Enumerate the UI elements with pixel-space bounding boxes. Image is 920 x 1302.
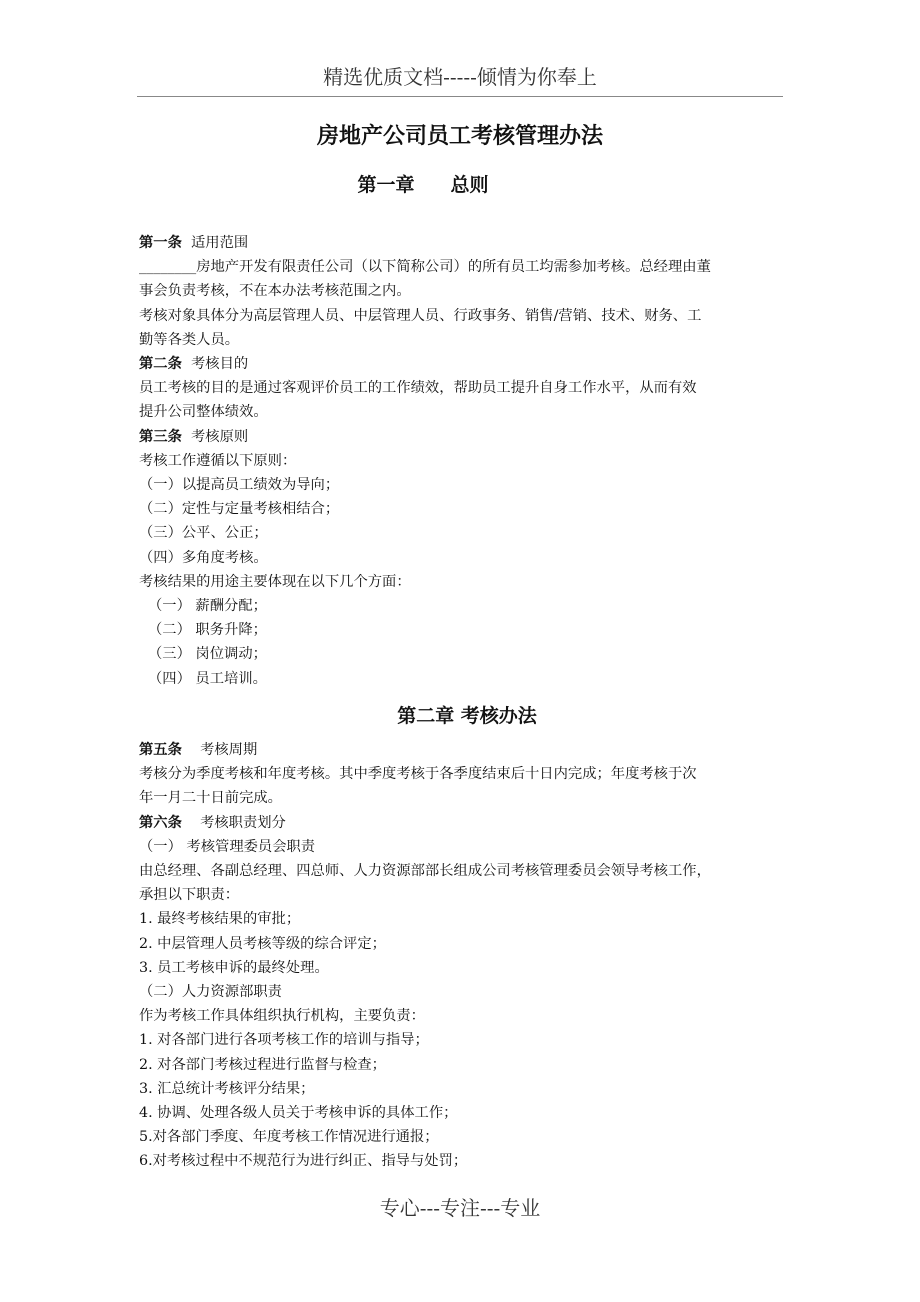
article-title: 适用范围	[190, 235, 249, 251]
section-heading: （一） 考核管理委员会职责	[139, 838, 316, 855]
article-title: 考核目的	[190, 356, 249, 373]
article-label: 第一条	[139, 235, 182, 251]
list-item: （三） 岗位调动；	[148, 646, 267, 663]
paragraph-line: 考核对象具体分为高层管理人员、中层管理人员、行政事务、销售/营销、技术、财务、工	[139, 307, 702, 324]
paragraph-line: 由总经理、各副总经理、四总师、人力资源部部长组成公司考核管理委员会领导考核工作，	[139, 863, 711, 880]
chapter-1-heading	[0, 169, 846, 201]
chapter-1-body	[139, 231, 789, 691]
list-item: （四） 员工培训。	[148, 670, 267, 687]
paragraph-line: 承担以下职责：	[139, 887, 240, 904]
list-item: 3. 员工考核申诉的最终处理。	[139, 959, 329, 976]
list-item: 6.对考核过程中不规范行为进行纠正、指导与处罚；	[139, 1153, 468, 1170]
paragraph-line: 年一月二十日前完成。	[139, 790, 282, 807]
list-item: （二） 职务升降；	[148, 622, 267, 639]
article-heading	[139, 352, 789, 376]
article-label: 第六条	[139, 814, 182, 831]
list-item: 2. 对各部门考核过程进行监督与检查；	[139, 1056, 386, 1073]
article-label: 第五条	[139, 742, 182, 758]
list-item: （三）公平、公正；	[139, 525, 268, 542]
header-divider	[137, 96, 783, 97]
article-title: 考核职责划分	[200, 814, 286, 831]
page-footer: 专心---专注---专业	[379, 1196, 541, 1220]
article-heading	[139, 425, 789, 449]
article-title: 考核周期	[200, 742, 258, 758]
article-label: 第三条	[139, 428, 182, 445]
list-item: 5.对各部门季度、年度考核工作情况进行通报；	[139, 1129, 439, 1146]
list-item: 1. 对各部门进行各项考核工作的培训与指导；	[139, 1032, 429, 1049]
chapter-1-label: 第一章	[357, 174, 415, 196]
paragraph-line: 员工考核的目的是通过客观评价员工的工作绩效，帮助员工提升自身工作水平，从而有效	[139, 380, 697, 397]
article-title: 考核原则	[190, 428, 249, 445]
list-item: 1. 最终考核结果的审批；	[139, 911, 301, 928]
chapter-2-body	[139, 738, 789, 1174]
list-item: 4. 协调、处理各级人员关于考核申诉的具体工作；	[139, 1105, 458, 1122]
document-title: 房地产公司员工考核管理办法	[316, 123, 603, 149]
article-label: 第二条	[139, 356, 182, 373]
paragraph-line: 考核工作遵循以下原则：	[139, 452, 297, 469]
page-header: 精选优质文档-----倾情为你奉上	[323, 65, 597, 89]
list-item: （一） 薪酬分配；	[148, 598, 267, 615]
list-item: （一）以提高员工绩效为导向；	[139, 477, 340, 494]
list-item: （二）定性与定量考核相结合；	[139, 501, 340, 518]
article-heading	[139, 738, 789, 762]
list-item: 2. 中层管理人员考核等级的综合评定；	[139, 935, 386, 952]
paragraph-line: 勤等各类人员。	[139, 331, 240, 348]
section-heading: （二）人力资源部职责	[139, 984, 282, 1001]
paragraph-line: 考核结果的用途主要体现在以下几个方面：	[139, 573, 411, 590]
paragraph-line: ________房地产开发有限责任公司（以下简称公司）的所有员工均需参加考核。总经理由董	[139, 259, 711, 276]
article-heading	[139, 231, 789, 255]
list-item: （四）多角度考核。	[139, 549, 268, 566]
paragraph-line: 提升公司整体绩效。	[139, 404, 268, 421]
article-heading	[139, 811, 789, 835]
paragraph-line: 考核分为季度考核和年度考核。其中季度考核于各季度结束后十日内完成；年度考核于次	[139, 766, 697, 783]
chapter-1-name: 总则	[450, 174, 489, 196]
list-item: 3. 汇总统计考核评分结果；	[139, 1080, 315, 1097]
paragraph-line: 事会负责考核，不在本办法考核范围之内。	[139, 283, 411, 300]
paragraph-line: 作为考核工作具体组织执行机构，主要负责：	[139, 1008, 425, 1025]
chapter-2-heading: 第二章 考核办法	[397, 705, 537, 727]
